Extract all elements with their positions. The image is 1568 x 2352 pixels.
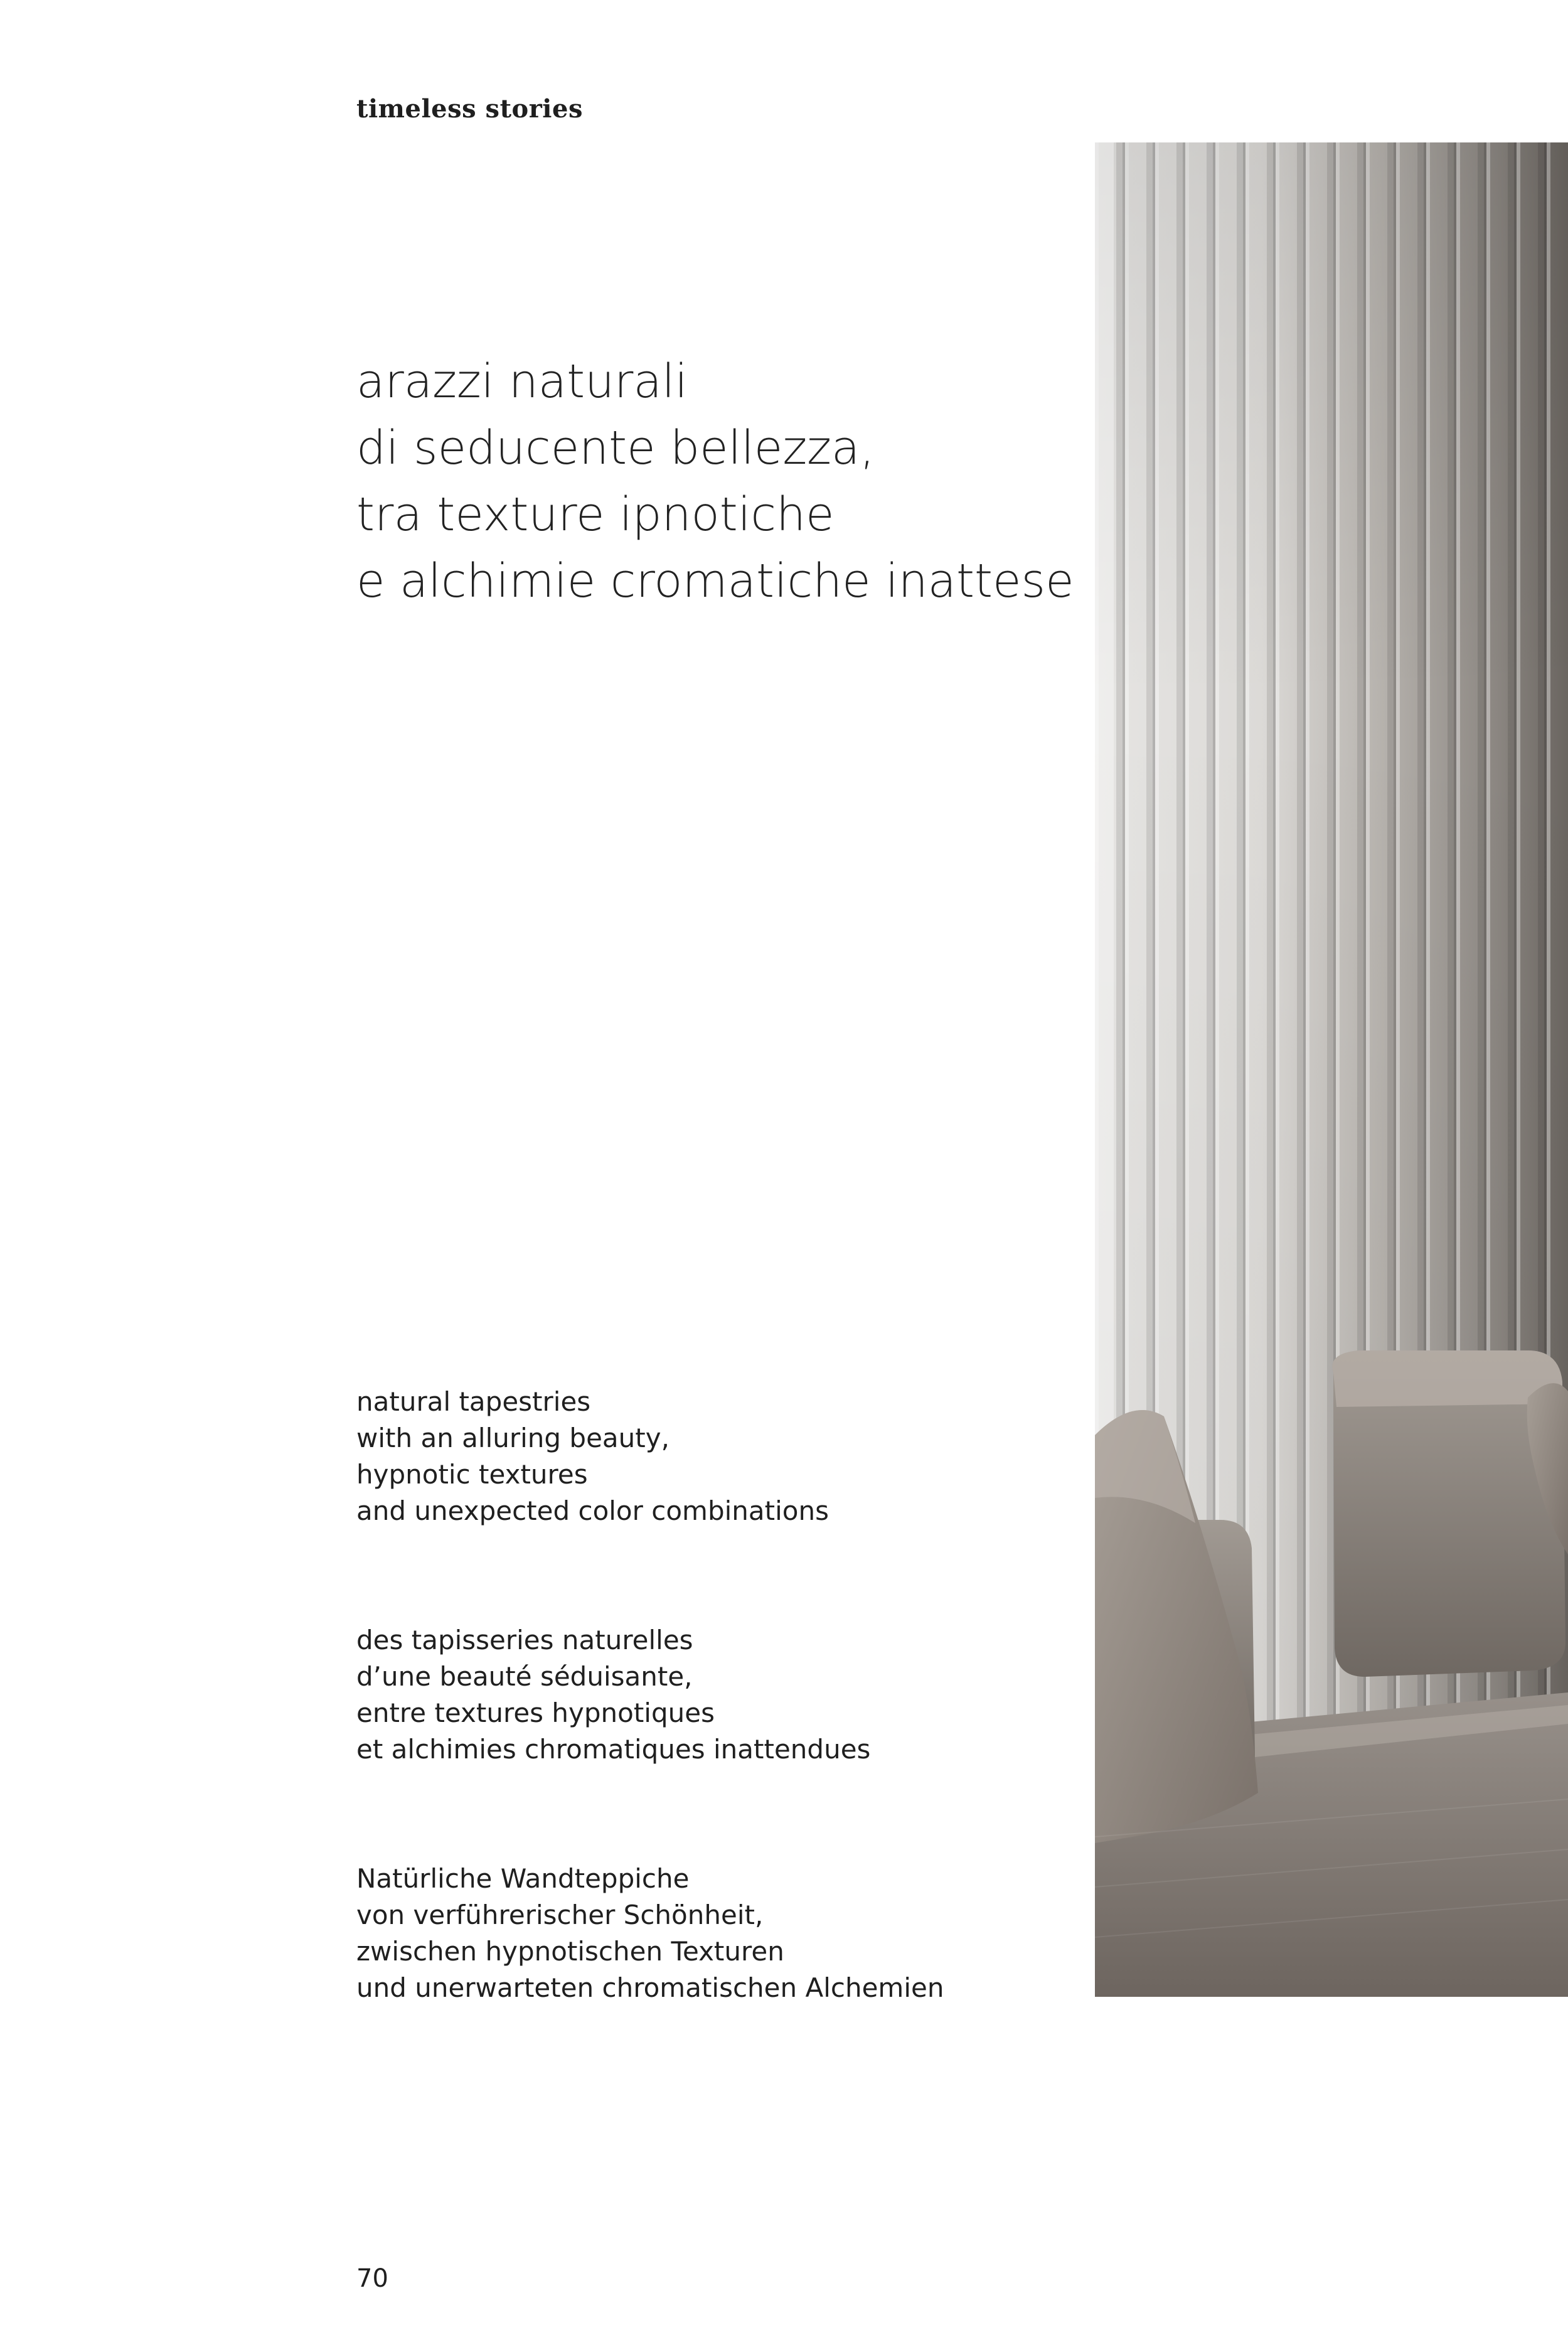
headline-italian xyxy=(356,348,1097,614)
headline-line: arazzi naturali xyxy=(356,355,688,409)
translation-line: und unerwarteten chromatischen Alchemien xyxy=(356,1972,944,2003)
translation-line: des tapisseries naturelles xyxy=(356,1625,693,1655)
translation-line: d’une beauté séduisante, xyxy=(356,1661,693,1692)
translation-line: Natürliche Wandteppiche xyxy=(356,1863,690,1894)
page-number: 70 xyxy=(356,2264,388,2293)
translation-german xyxy=(356,1861,1072,2006)
translation-line: and unexpected color combinations xyxy=(356,1495,829,1526)
translation-line: et alchimies chromatiques inattendues xyxy=(356,1734,871,1765)
interior-photo xyxy=(1095,142,1568,1997)
translation-french xyxy=(356,1622,1072,1768)
translation-line: entre textures hypnotiques xyxy=(356,1697,715,1728)
translation-line: von verführerischer Schönheit, xyxy=(356,1900,764,1930)
translation-line: natural tapestries xyxy=(356,1386,591,1417)
headline-line: di seducente bellezza, xyxy=(356,421,875,475)
translation-line: zwischen hypnotischen Texturen xyxy=(356,1936,784,1967)
translation-english xyxy=(356,1384,1072,1529)
headline-line: e alchimie cromatiche inattese xyxy=(356,554,1074,608)
translation-line: with an alluring beauty, xyxy=(356,1423,669,1453)
headline-line: tra texture ipnotiche xyxy=(356,488,835,542)
section-label: timeless stories xyxy=(356,94,583,124)
translation-line: hypnotic textures xyxy=(356,1459,588,1490)
